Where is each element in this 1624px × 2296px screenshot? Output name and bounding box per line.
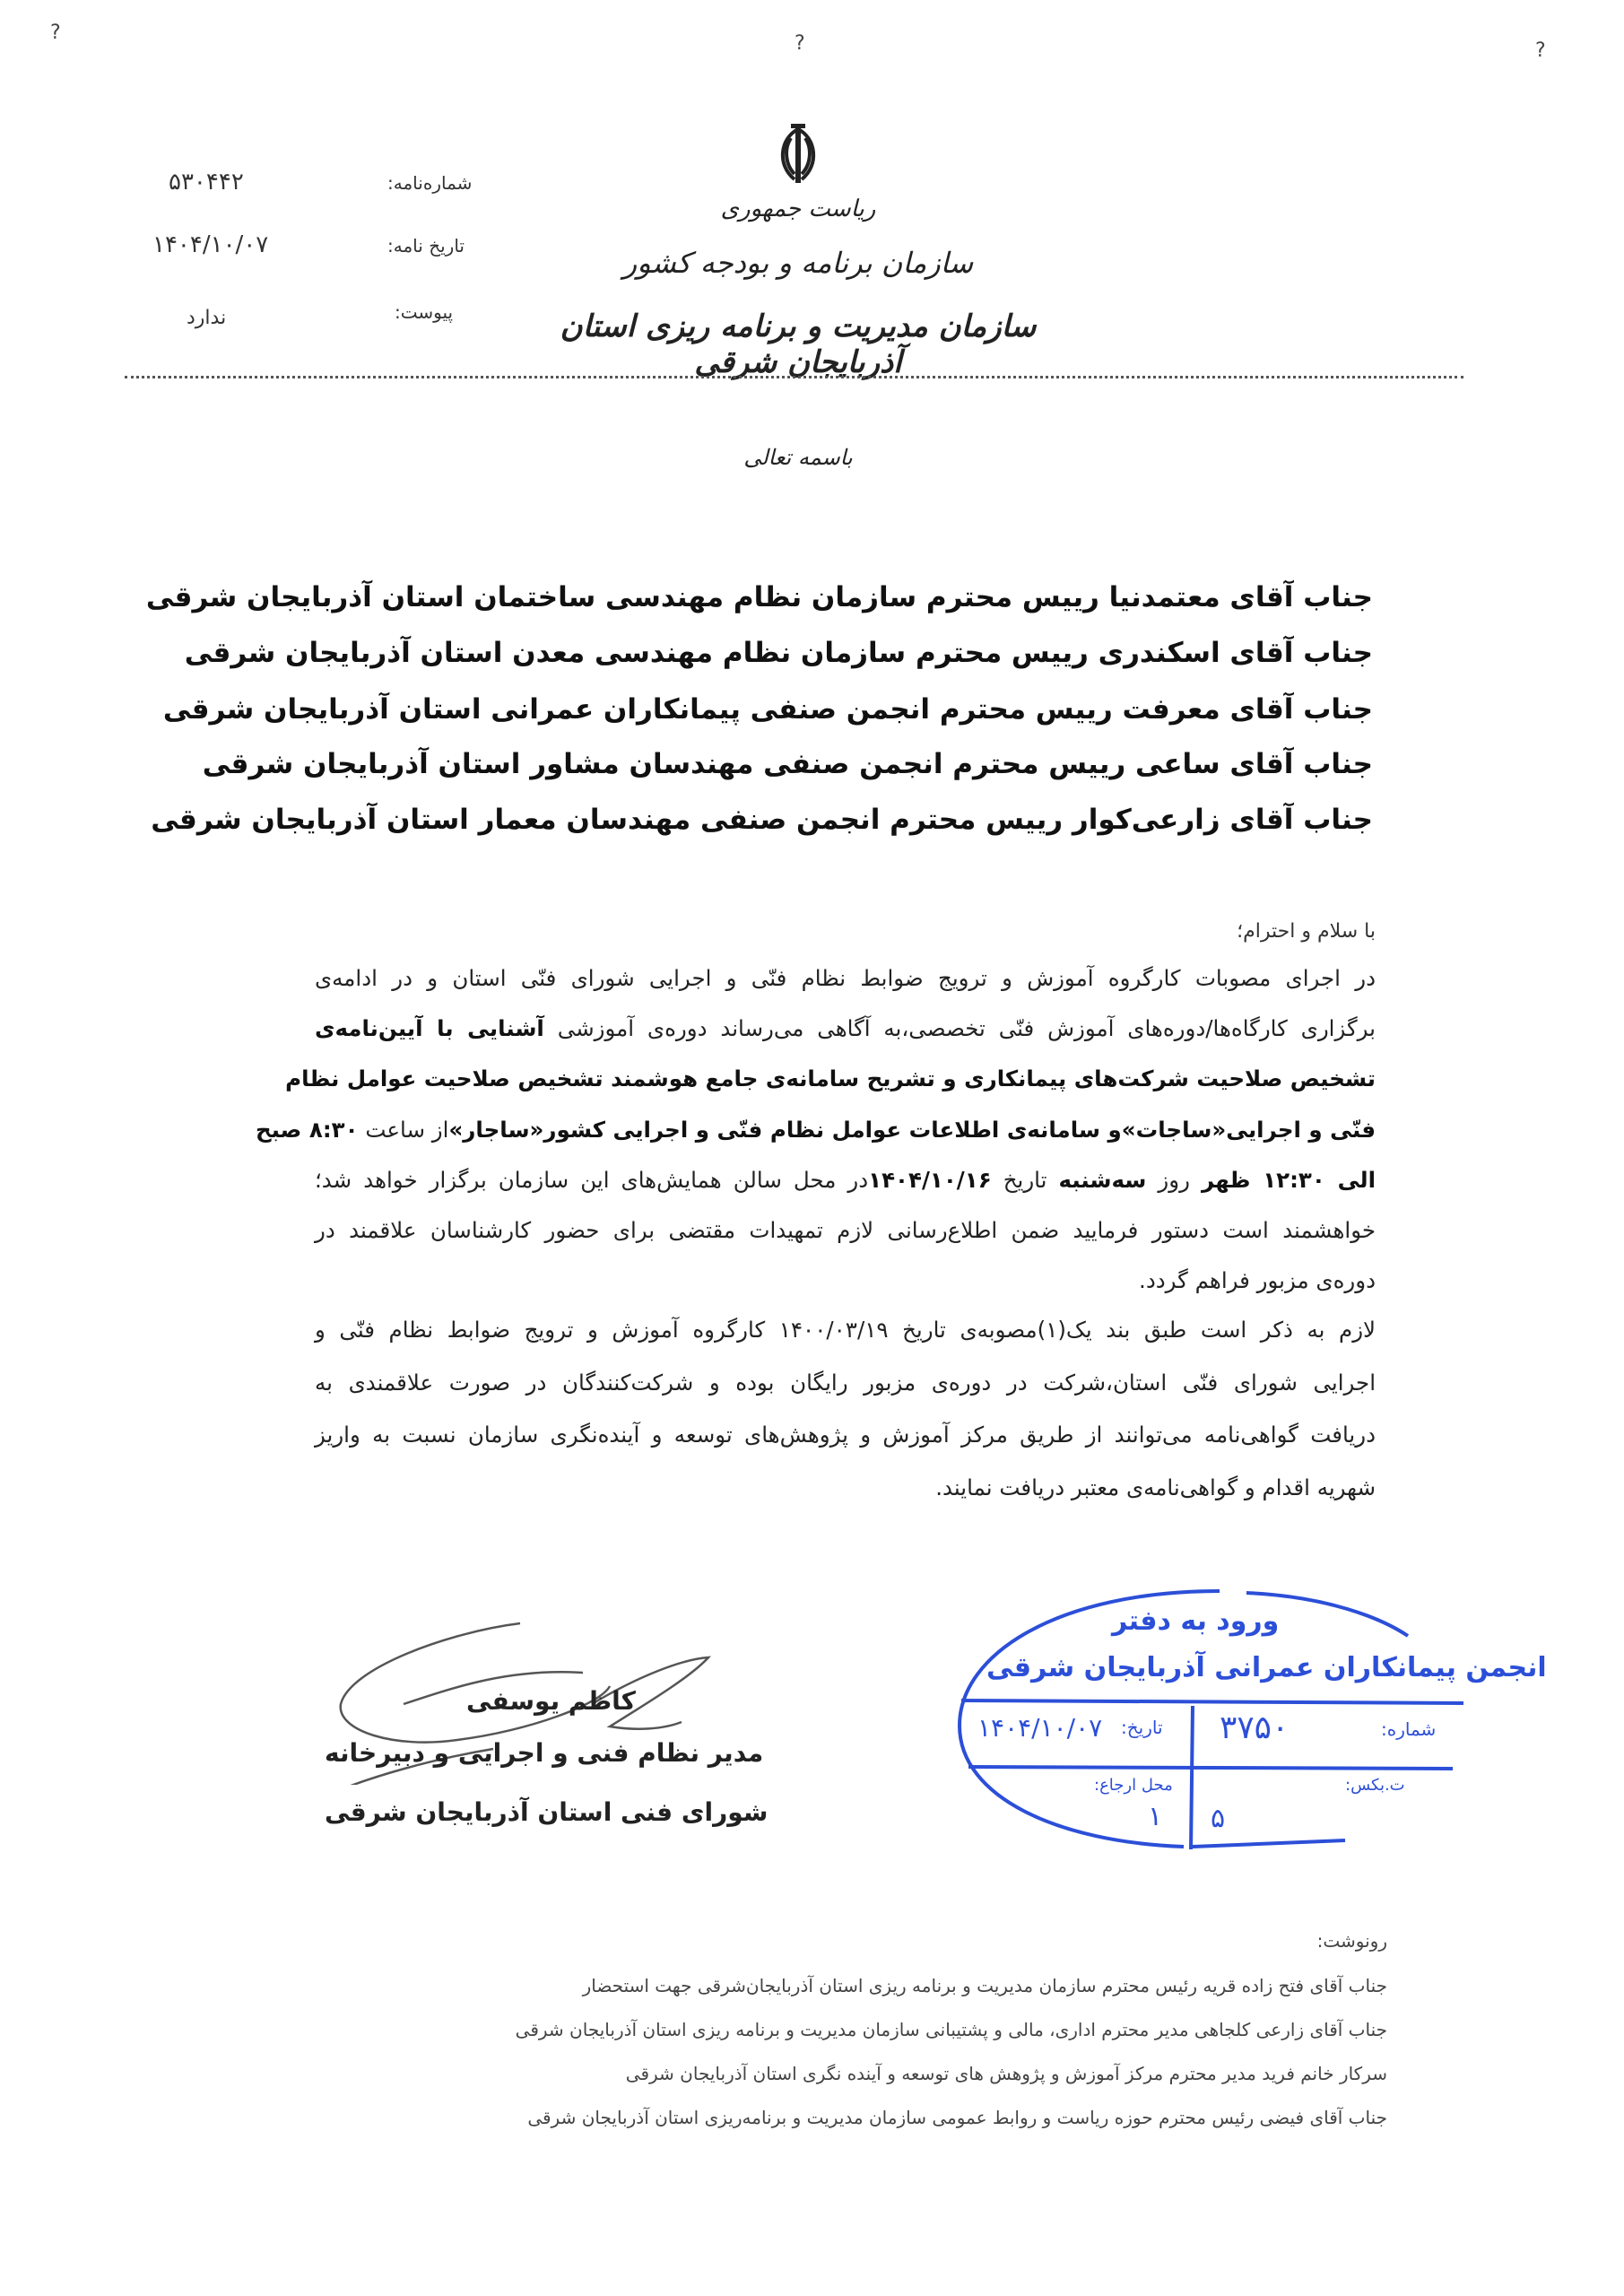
stamp-date: ۱۴۰۴/۱۰/۰۷: [977, 1713, 1103, 1743]
bold-text: الی ۱۲:۳۰ ظهر: [1201, 1166, 1376, 1193]
stamp-date-label: تاریخ:: [1121, 1717, 1163, 1738]
attachment-value: ندارد: [187, 307, 227, 329]
paragraph-line: [315, 1167, 1376, 1193]
addressee: جناب آقای زارعی‌کوار رییس محترم انجمن صنفی مهندسان معمار استان آذربایجان شرقی: [151, 804, 1373, 836]
stamp-referral-label: محل ارجاع:: [1094, 1776, 1173, 1795]
addressee: جناب آقای معرفت رییس محترم انجمن صنفی پیمانکاران عمرانی استان آذربایجان شرقی: [162, 693, 1373, 726]
bold-text: سه‌شنبه: [1058, 1166, 1147, 1193]
paragraph-line: [315, 1267, 1376, 1293]
paragraph-line: [315, 1422, 1376, 1448]
paragraph-line: [315, 1474, 1376, 1500]
text: دوره‌ی مزبور فراهم گردد.: [1139, 1267, 1376, 1294]
bold-text: تشخیص صلاحیت شرکت‌های پیمانکاری و تشریح سامانه‌ی جامع هوشمند تشخیص صلاحیت عوامل نظام: [285, 1065, 1376, 1092]
cc-item: جناب آقای زارعی کلجاهی مدیر محترم اداری، مالی و پشتیبانی سازمان مدیریت و برنامه ریزی استان آذربایجان شرقی: [515, 2019, 1387, 2040]
bold-text: ۸:۳۰ صبح: [256, 1116, 359, 1143]
text: روز: [1146, 1166, 1202, 1193]
addressee: جناب آقای معتمدنیا رییس محترم سازمان نظام مهندسی ساختمان استان آذربایجان شرقی: [145, 581, 1373, 613]
bold-text: ۱۴۰۴/۱۰/۱۶: [868, 1166, 992, 1193]
text: دریافت گواهی‌نامه می‌توانند از طریق مرکز آموزش و پژوهش‌های توسعه و آینده‌نگری سازمان نسبت به واریز: [315, 1422, 1376, 1448]
scan-mark: ?: [1535, 39, 1546, 62]
scan-mark: ?: [50, 22, 61, 44]
signatory-name: کاظم یوسفی: [466, 1686, 636, 1716]
cc-item: جناب آقای فتح زاده قریه رئیس محترم سازمان مدیریت و برنامه ریزی استان آذربایجان‌شرقی جهت استحضار: [582, 1975, 1387, 1996]
cc-item: جناب آقای فیضی رئیس محترم حوزه ریاست و روابط عمومی سازمان مدیریت و برنامه‌ریزی استان آذربایجان شرقی: [527, 2107, 1387, 2128]
text: شهریه اقدام و گواهی‌نامه‌ی معتبر دریافت نمایند.: [935, 1474, 1376, 1500]
text: در محل سالن همایش‌های این سازمان برگزار خواهد شد؛: [315, 1166, 869, 1193]
bold-text: آشنایی با آیین‌نامه‌ی: [315, 1015, 544, 1042]
text: اجرایی شورای فنّی استان،شرکت در دوره‌ی مزبور رایگان بوده و شرکت‌کنندگان در صورت علاقمندی به: [315, 1369, 1376, 1396]
receipt-stamp: [951, 1573, 1547, 1853]
text: تاریخ: [991, 1166, 1059, 1193]
scan-mark: ?: [795, 32, 805, 55]
signatory-title: مدیر نظام فنی و اجرایی و دبیرخانه: [325, 1738, 764, 1768]
text: در اجرای مصوبات کارگروه آموزش و ترویج ضوابط نظام فنّی و اجرایی شورای فنّی استان و در ادامه‌ی: [315, 965, 1376, 991]
stamp-number-label: شماره:: [1381, 1718, 1437, 1740]
iran-emblem-icon: [768, 122, 829, 187]
cc-item: سرکار خانم فرید مدیر محترم مرکز آموزش و پژوهش های توسعه و آینده نگری استان آذربایجان شرقی: [625, 2063, 1387, 2084]
letter-date-label: تاریخ نامه:: [387, 235, 465, 257]
letter-number: ۵۳۰۴۴۲: [169, 169, 244, 196]
attachment-label: پیوست:: [395, 301, 454, 323]
text: خواهشمند است دستور فرمایید ضمن اطلاع‌رسانی لازم تمهیدات مقتضی برای حضور کارشناسان علاقمند در: [315, 1217, 1376, 1243]
provincial-org-title: سازمان مدیریت و برنامه ریزی استان آذربایجان شرقی: [560, 309, 1037, 380]
text: برگزاری کارگاه‌ها/دوره‌های آموزش فنّی تخصصی،به آگاهی می‌رساند دوره‌ی آموزشی: [543, 1015, 1376, 1042]
stamp-org: انجمن پیمانکاران عمرانی آذربایجان شرقی: [986, 1652, 1547, 1683]
signatory-council: شورای فنی استان آذربایجان شرقی: [325, 1797, 769, 1827]
paragraph-line: [315, 965, 1376, 991]
text: از ساعت: [358, 1116, 449, 1143]
stamp-number: ۳۷۵۰: [1220, 1709, 1290, 1746]
letter-number-label: شماره‌نامه:: [387, 172, 473, 194]
paragraph-line: [256, 1116, 1376, 1143]
presidency-title: ریاست جمهوری: [720, 196, 876, 222]
org-title: سازمان برنامه و بودجه کشور: [622, 246, 974, 280]
bold-text: فنّی و اجرایی«ساجات»و سامانه‌ی اطلاعات عوامل نظام فنّی و اجرایی کشور«ساجار»: [448, 1116, 1376, 1143]
stamp-attach: ۵: [1211, 1803, 1226, 1834]
paragraph-line: [315, 1217, 1376, 1243]
letter-date: ۱۴۰۴/۱۰/۰۷: [152, 231, 269, 258]
stamp-referral: ۱: [1148, 1801, 1163, 1832]
paragraph-line: [315, 1317, 1376, 1343]
addressee: جناب آقای ساعی رییس محترم انجمن صنفی مهندسان مشاور استان آذربایجان شرقی: [202, 748, 1373, 780]
cc-label: رونوشت:: [1316, 1930, 1387, 1952]
greeting: با سلام و احترام؛: [1237, 920, 1376, 943]
paragraph-line: [315, 1370, 1376, 1396]
stamp-title: ورود به دفتر: [1112, 1605, 1280, 1637]
paragraph-line: [285, 1065, 1376, 1092]
stamp-attach-label: ت.بکس:: [1345, 1776, 1405, 1795]
paragraph-line: [315, 1015, 1376, 1041]
header-divider: [125, 376, 1463, 378]
addressee: جناب آقای اسکندری رییس محترم سازمان نظام مهندسی معدن استان آذربایجان شرقی: [184, 637, 1373, 669]
text: لازم به ذکر است طبق بند یک(۱)مصوبه‌ی تاریخ ۱۴۰۰/۰۳/۱۹ کارگروه آموزش و ترویج ضوابط نظام فنّی و: [315, 1317, 1376, 1343]
invocation: باسمه تعالی: [743, 445, 853, 470]
